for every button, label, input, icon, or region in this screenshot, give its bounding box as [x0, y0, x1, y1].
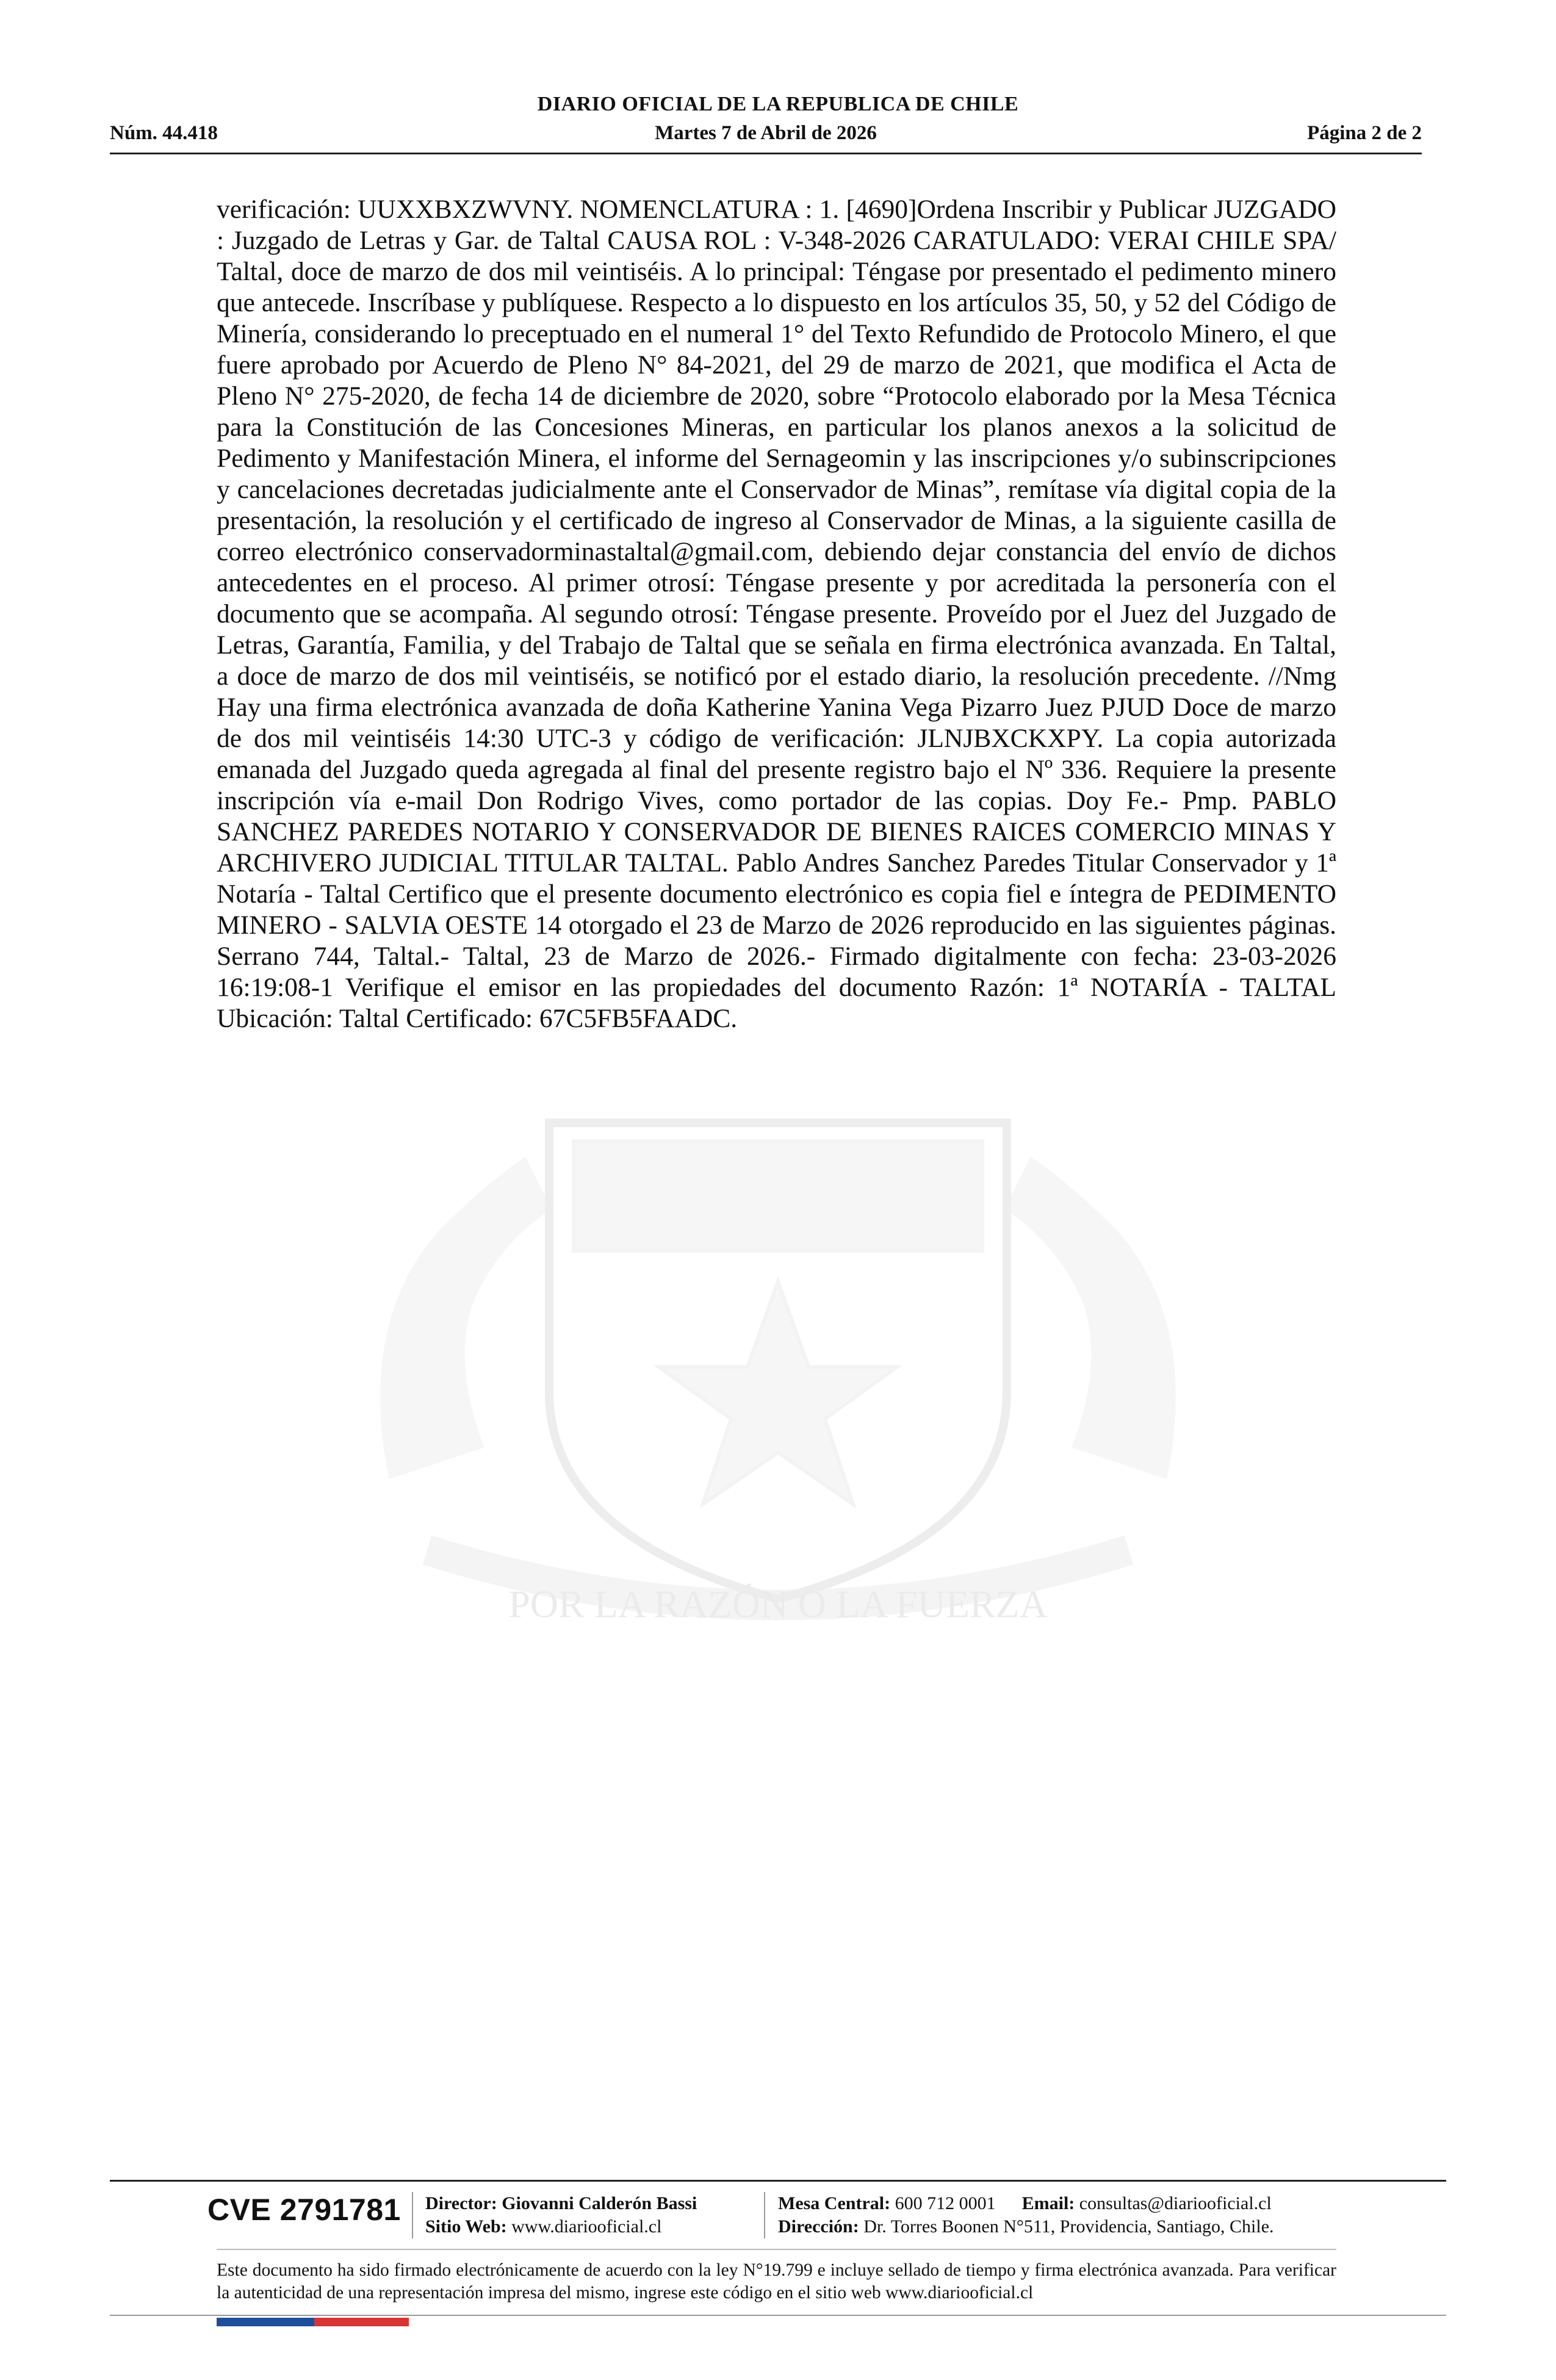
issue-number: Núm. 44.418	[110, 122, 218, 144]
website-label: Sitio Web:	[425, 2216, 507, 2237]
footer-separator-1	[412, 2192, 413, 2238]
address-text: Dr. Torres Boonen N°511, Providencia, Santiago, Chile.	[863, 2216, 1274, 2237]
email-label: Email:	[1021, 2193, 1075, 2213]
website-line	[425, 2215, 697, 2238]
footer-separator-2	[764, 2192, 765, 2238]
watermark-motto: POR LA RAZÓN O LA FUERZA	[508, 1582, 1048, 1626]
flag-stripe-blue	[217, 2318, 314, 2326]
issue-date: Martes 7 de Abril de 2026	[655, 122, 877, 144]
signature-notice: Este documento ha sido firmado electrónicamente de acuerdo con la ley N°19.799 e incluye sellado de tiempo y firma electrónica avanzada. Para verificar la autenticidad de una representación impresa del mismo, ingrese este código en el sitio web www.diariooficial.cl	[217, 2260, 1336, 2302]
director-line	[425, 2192, 697, 2215]
phone-label: Mesa Central:	[778, 2193, 891, 2213]
director-name: Giovanni Calderón Bassi	[502, 2193, 697, 2213]
director-label: Director:	[425, 2193, 497, 2213]
contact-line	[778, 2192, 1274, 2215]
flag-stripe-red	[314, 2318, 409, 2326]
header-row	[110, 122, 1422, 150]
document-body: verificación: UUXXBXZWVNY. NOMENCLATURA : 1. [4690]Ordena Inscribir y Publicar JUZGADO : Juzgado de Letras y Gar. de Taltal CAUSA ROL : V-348-2026 CARATULADO: VERAI CHILE SPA/ Taltal, doce de marzo de dos mil veintiséis. A lo principal: Téngase por presentado el pedimento minero que antecede. Inscríbase y publíquese. Respecto a lo dispuesto en los artículos 35, 50, y 52 del Código de Minería, considerando lo preceptuado en el numeral 1° del Texto Refundido de Protocolo Minero, el que fuere aprobado por Acuerdo de Pleno N° 84-2021, del 29 de marzo de 2021, que modifica el Acta de Pleno N° 275-2020, de fecha 14 de diciembre de 2020, sobre “Protocolo elaborado por la Mesa Técnica para la Constitución de las Concesiones Mineras, en particular los planos anexos a la solicitud de Pedimento y Manifestación Minera, el informe del Sernageomin y las inscripciones y/o subinscripciones y cancelaciones decretadas judicialmente ante el Conservador de Minas”, remítase vía digital copia de la presentación, la resolución y el certificado de ingreso al Conservador de Minas, a la siguiente casilla de correo electrónico conservadorminastaltal@gmail.com, debiendo dejar constancia del envío de dichos antecedentes en el proceso. Al primer otrosí: Téngase presente y por acreditada la personería con el documento que se acompaña. Al segundo otrosí: Téngase presente. Proveído por el Juez del Juzgado de Letras, Garantía, Familia, y del Trabajo de Taltal que se señala en firma electrónica avanzada. En Taltal, a doce de marzo de dos mil veintiséis, se notificó por el estado diario, la resolución precedente. //Nmg Hay una firma electrónica avanzada de doña Katherine Yanina Vega Pizarro Juez PJUD Doce de marzo de dos mil veintiséis 14:30 UTC-3 y código de verificación: JLNJBXCKXPY. La copia autorizada emanada del Juzgado queda agregada al final del presente registro bajo el Nº 336. Requiere la presente inscripción vía e-mail Don Rodrigo Vives, como portador de las copias. Doy Fe.- Pmp. PABLO SANCHEZ PAREDES NOTARIO Y CONSERVADOR DE BIENES RAICES COMERCIO MINAS Y ARCHIVERO JUDICIAL TITULAR TALTAL. Pablo Andres Sanchez Paredes Titular Conservador y 1ª Notaría - Taltal Certifico que el presente documento electrónico es copia fiel e íntegra de PEDIMENTO MINERO - SALVIA OESTE 14 otorgado el 23 de Marzo de 2026 reproducido en las siguientes páginas. Serrano 744, Taltal.- Taltal, 23 de Marzo de 2026.- Firmado digitalmente con fecha: 23-03-2026 16:19:08-1 Verifique el emisor en las propiedades del documento Razón: 1ª NOTARÍA - TALTAL Ubicación: Taltal Certificado: 67C5FB5FAADC.	[217, 195, 1336, 1033]
footer-director-block	[425, 2192, 697, 2238]
website-link[interactable]: www.diariooficial.cl	[511, 2216, 662, 2237]
footer-top-divider	[110, 2180, 1446, 2182]
publication-title: DIARIO OFICIAL DE LA REPUBLICA DE CHILE	[537, 93, 1019, 115]
email-link[interactable]: consultas@diariooficial.cl	[1079, 2193, 1272, 2213]
footer-bottom-divider	[110, 2315, 1446, 2316]
coat-of-arms-watermark	[207, 1050, 1349, 1660]
cve-code: CVE 2791781	[207, 2193, 401, 2227]
page-indicator: Página 2 de 2	[1307, 122, 1422, 144]
address-line	[778, 2215, 1274, 2238]
footer-thin-divider	[217, 2249, 1336, 2250]
footer-contact-block	[778, 2192, 1274, 2238]
address-label: Dirección:	[778, 2216, 859, 2237]
header-divider	[110, 153, 1422, 154]
phone-number: 600 712 0001	[895, 2193, 996, 2213]
